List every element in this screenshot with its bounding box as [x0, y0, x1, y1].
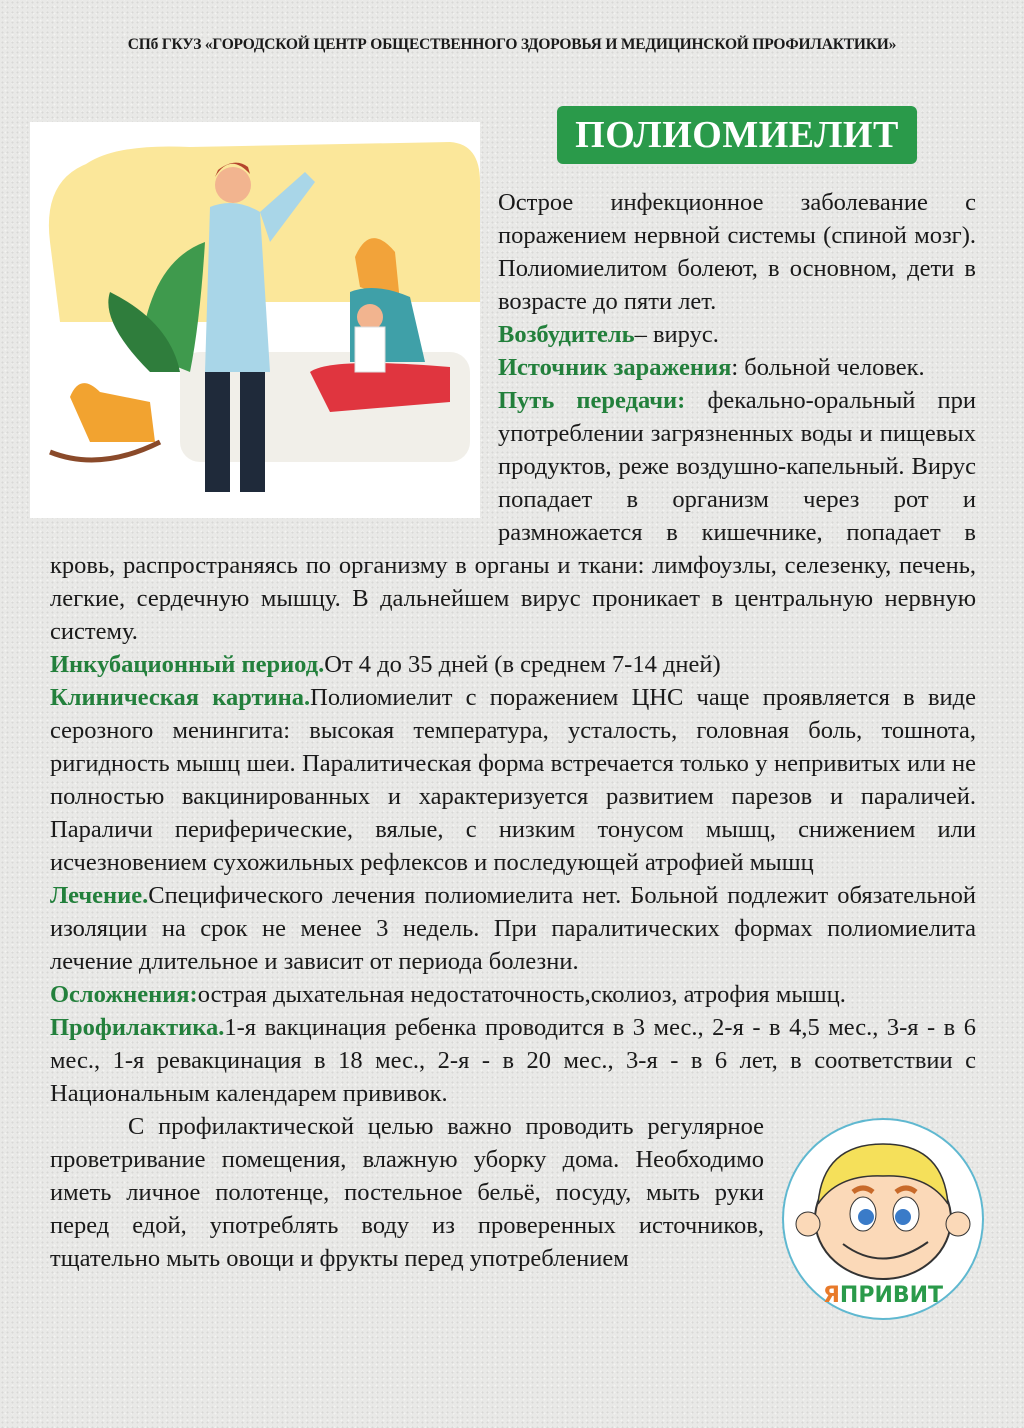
svg-text:ЯПРИВИТ: ЯПРИВИТ — [822, 1283, 944, 1308]
section-pathogen: Возбудитель– вирус. — [498, 321, 719, 348]
section-treatment: Лечение.Специфического лечения полиомиелита нет. Больной подлежит обязательной изоляции на срок не менее 3 недель. При паралитических формах полиомиелита лечение длительное и зависит от периода болезни. — [50, 882, 976, 975]
section-prevention: Профилактика.1-я вакцинация ребенка проводится в 3 мес., 2-я - в 4,5 мес., 3-я - в 6 мес., 1-я ревакцинация в 18 мес., 2-я - в 20 мес., 3-я - в 6 лет, в соответствии с Национальным календарем прививок. — [50, 1014, 976, 1107]
prevention-note: С профилактической целью важно проводить регулярное проветривание помещения, влажную уборку дома. Необходимо иметь личное полотенце, постельное бельё, посуду, мыть руки перед едой, употреблять воду из проверенных источников, тщательно мыть овощи и фрукты перед употреблением — [50, 1113, 764, 1272]
section-transmission: Путь передачи: фекально-оральный при употреблении загрязненных воды и пищевых продуктов, реже воздушно-капельный. Вирус попадает в организм через рот и размножается в кишечнике, попадает в кровь, распространяясь по организму в органы и ткани: лимфоузлы, селезенку, печень, легкие, сердечную мышцу. В дальнейшем вирус проникает в центральную нервную систему. — [50, 387, 976, 645]
leaflet-content — [50, 106, 976, 1324]
doctor-mother-child-illustration — [30, 122, 480, 518]
organization-header: СПб ГКУЗ «ГОРОДСКОЙ ЦЕНТР ОБЩЕСТВЕННОГО ЗДОРОВЬЯ И МЕДИЦИНСКОЙ ПРОФИЛАКТИКИ» — [127, 36, 897, 53]
section-clinical: Клиническая картина.Полиомиелит с поражением ЦНС чаще проявляется в виде серозного менингита: высокая температура, усталость, головная боль, тошнота, ригидность мышц шеи. Паралитическая форма встречается только у непривитых или не полностью вакцинированных и характеризуется развитием парезов и параличей. Параличи периферические, вялые, с низким тонусом мышц, снижением или исчезновением сухожильных рефлексов и последующей атрофией мышц — [50, 684, 976, 876]
section-source: Источник заражения: больной человек. — [498, 354, 925, 381]
section-incubation: Инкубационный период.От 4 до 35 дней (в среднем 7-14 дней) — [50, 651, 721, 678]
ya-privit-logo — [778, 1114, 988, 1324]
section-complications: Осложнения:острая дыхательная недостаточность,сколиоз, атрофия мышц. — [50, 981, 846, 1008]
page-title: ПОЛИОМИЕЛИТ — [557, 106, 917, 164]
intro-text: Острое инфекционное заболевание с поражением нервной системы (спиной мозг). Полиомиелитом болеют, в основном, дети в возрасте до пяти лет. — [498, 189, 976, 315]
